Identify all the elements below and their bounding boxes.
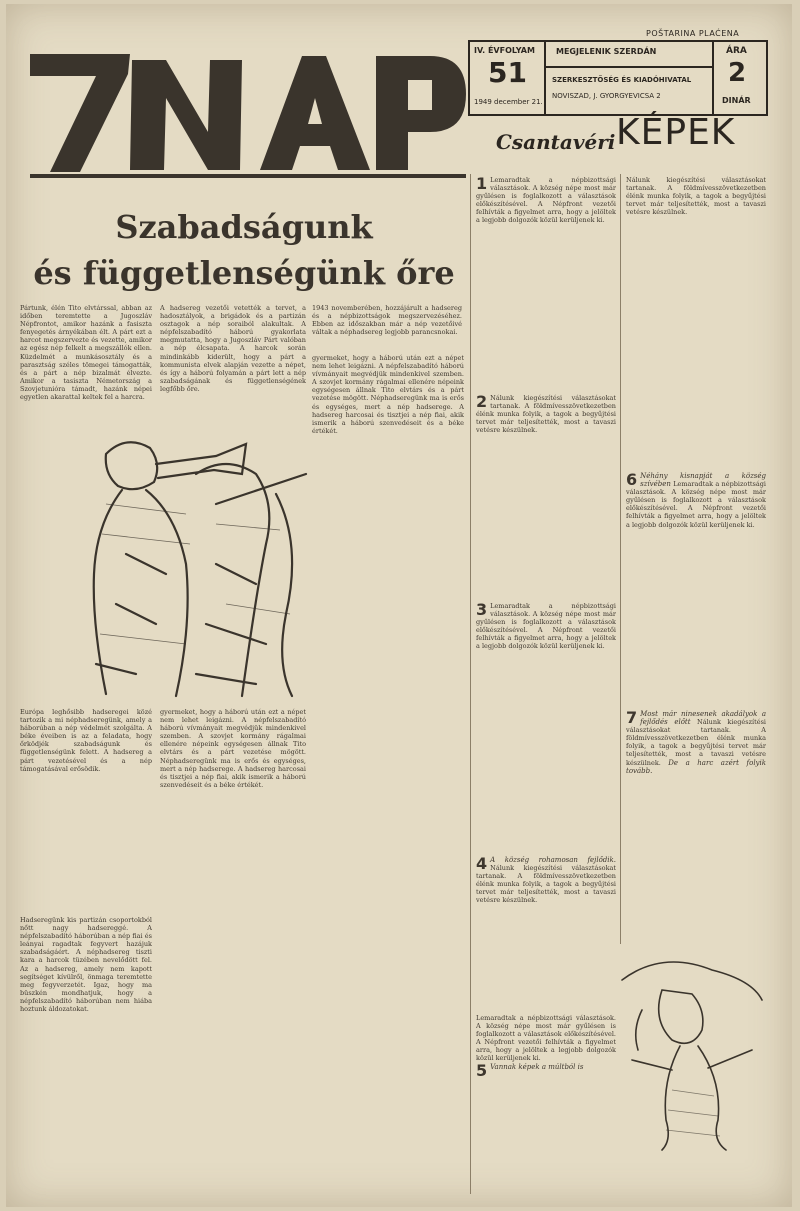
editorial-office: SZERKESZTŐSÉG ÉS KIADÓHIVATAL [552, 76, 692, 84]
section-header [478, 112, 768, 164]
body-center-column: gyermeket, hogy a háború után ezt a népet nem lehet leigázni. A népfelszabadító háború vívmányait megvédjük mindenkivel szemben. A szovjet kormány rágalmai ellenére népeink egységesen állnak Tito elvtárs és a párt vezetése mögött. Néphadseregünk ma is erős és egységes, mert a nép hadserege. A hadsereg harcosai és tisztjei a nép fiai, akik ismerik a háború szenvedéseit és a béke értékét. [312, 354, 464, 435]
note-7-title: Most már ninesenek akadályok a fejlődés előtt [640, 710, 766, 727]
newspaper-page [6, 4, 792, 1207]
woman-sketch-illustration [602, 950, 772, 1155]
note-3-body: Lemaradtak a népbizottsági választások. A község népe most már gyűlésen is foglalkozott a választások előkészítésével. A Népfront vezetői felhívták a figyelmet arra, hogy a jelöltek a legjobb dolgozók közül kerüljenek ki. [476, 602, 616, 651]
publication-day: MEGJELENIK SZERDÁN [556, 47, 657, 56]
postage-paid-label: POŠTARINA PLAĆENA [646, 29, 740, 38]
publisher-cell [546, 42, 714, 114]
note-6-title: Néhány kisnapját a község szívében [640, 472, 766, 489]
note-4-title: A község rohamosan fejlődik. [490, 856, 616, 864]
office-address: NOVISZAD, J. GYORGYEVICSA 2 [552, 92, 661, 100]
price-value: 2 [728, 58, 747, 88]
note-2-text [476, 394, 616, 594]
note-4-body: Nálunk kiegészítési választásokat tartanak. A földmívesszövetkezetben élénk munka folyik, a tagok a begyűjtési tervet már teljesítették, most a tavaszi vetésre készülnek. [476, 864, 616, 905]
issue-info-box [468, 40, 768, 116]
issue-date: 1949 december 21. [474, 98, 543, 106]
note-1-number: 1 [476, 176, 488, 193]
volume-label: IV. ÉVFOLYAM [474, 46, 535, 55]
note-6-body: Lemaradtak a népbizottsági választások. A község népe most már gyűlésen is foglalkozott a választások előkészítésével. A Népfront vezetői felhívták a figyelmet arra, hogy a jelöltek a legjobb dolgozók közül kerüljenek ki. [626, 480, 766, 529]
note-2-body: Nálunk kiegészítési választásokat tartanak. A földmívesszövetkezetben élénk munka folyik, a tagok a begyűjtési tervet már teljesítették, most a tavaszi vetésre készülnek. [476, 394, 616, 435]
lead-column-1: Pártunk, élén Tito elvtárssal, abban az időben teremtette a Jugoszláv Népfrontot, amikor hazánk a fasiszta fenyegetés árnyékában élt. A párt ezt a harcot megszervezte és vezette, amikor az egész nép felkelt a megszállók ellen. Küzdelmét a munkásosztály és a parasztság széles tömegei támogatták, és a párt a nép bizalmát élvezte. Amikor a tasiszta Németország a Szovjetunióra támadt, hazánk népei egyetlen akarattal keltek fel a harcra. [20, 304, 152, 402]
note-7-number: 7 [626, 710, 638, 727]
note-6-number: 6 [626, 472, 638, 489]
note-7-text [626, 710, 766, 940]
price-currency: DINÁR [722, 96, 751, 105]
body-middle-lower: gyermeket, hogy a háború után ezt a népet nem lehet leigázni. A népfelszabadító háború vívmányait megvédjük mindenkivel szemben. A szovjet kormány rágalmai ellenére népeink egységesen állnak Tito elvtárs és a párt vezetése mögött. Néphadseregünk ma is erős és egységes, mert a nép hadserege. A hadsereg harcosai és tisztjei a nép fiai, akik ismerik a háború szenvedéseit és a béke értékét. [160, 708, 306, 789]
note-4-text [476, 856, 616, 1006]
main-headline [20, 204, 468, 296]
logo-p [376, 56, 466, 170]
lead-column-2: A hadsereg vezetői vetették a tervet, a hadosztályok, a brigádok és a partizán osztagok a nép soraiból alakultak. A népfelszabadító háború gyakorlata megmutatta, hogy a Jugoszláv Párt valóban a nép élcsapata. A harcok során mindinkább kiderült, hogy a párt a kommunista elvek alapján vezette a népet, és így a háború folyamán a párt lett a nép szabadságának és függetlenségének legfőbb őre. [160, 304, 306, 393]
section-title: KÉPEK [616, 112, 736, 153]
lead-column-3: 1943 novemberében, hozzájárult a hadsereg és a népbizottságok megszervezéséhez. Ebben az időszakban már a nép vezetőivé váltak a néphadsereg legjobb parancsnokai. [312, 304, 462, 337]
note-4-number: 4 [476, 856, 488, 873]
masthead-logo [20, 42, 468, 182]
note-7-body: Nálunk kiegészítési választásokat tartanak. A földmívesszövetkezetben élénk munka folyik, a tagok a begyűjtési tervet már teljesítették, most a tavaszi vetésre készülnek. [626, 718, 766, 767]
headline-line-2: és függetlenségünk őre [33, 254, 455, 292]
body-left-upper: Európa leghősibb hadseregei közé tartozik a mi néphadseregünk, amely a háborúban a nép védelmét szolgálta. A béke éveiben is az a feladata, hogy őrködjék szabadságunk és függetlenségünk felett. A hadsereg a párt vezetésével és a nép támogatásával erősödik. [20, 708, 152, 773]
issue-number: 51 [488, 56, 527, 89]
note-1-body: Lemaradtak a népbizottsági választások. A község népe most már gyűlésen is foglalkozott a választások előkészítésével. A Népfront vezetői felhívták a figyelmet arra, hogy a jelöltek a legjobb dolgozók közül kerüljenek ki. [476, 176, 616, 225]
note-5-number: 5 [476, 1060, 488, 1080]
section-place: Csantavéri [496, 130, 616, 154]
far-right-upper: Nálunk kiegészítési választásokat tartanak. A földmívesszövetkezetben élénk munka folyik, a tagok a begyűjtési tervet már teljesítették, most a tavaszi vetésre készülnek. [626, 176, 766, 217]
logo-n [130, 60, 242, 170]
headline-line-1: Szabadságunk [115, 208, 373, 246]
price-cell [714, 42, 764, 114]
note-3-number: 3 [476, 602, 488, 619]
note-5-body: Lemaradtak a népbizottsági választások. A község népe most már gyűlésen is foglalkozott a választások előkészítésével. A Népfront vezetői felhívták a figyelmet arra, hogy a jelöltek a legjobb dolgozók közül kerüljenek ki. [476, 1014, 616, 1063]
volume-cell [470, 42, 546, 114]
logo-7 [30, 54, 130, 172]
note-2-number: 2 [476, 394, 488, 411]
note-5-title: Vannak képek a múltból is [490, 1062, 584, 1071]
price-label: ÁRA [726, 46, 747, 56]
note-7-closing: De a harc azért folyik tovább. [626, 758, 766, 775]
note-6-text [626, 472, 766, 702]
body-left-lower: Hadseregünk kis partizán csoportokból nőtt nagy hadsereggé. A népfelszabadító háborúban a nép fiai és leányai ragadtak fegyvert hazájuk szabadságáért. A néphadsereg tiszti kara a harcok tüzében nevelődött fel. Az a hadsereg, amely nem kapott segítséget kívülről, önmaga teremtette meg fegyverzetét. Igaz, hogy ma büszkén mondhatjuk, hogy a népfelszabadító háborúban nem hiába hoztunk áldozatokat. [20, 916, 152, 1014]
note-5-text [476, 1014, 616, 1194]
soldier-trumpet-illustration [66, 434, 316, 704]
note-3-text [476, 602, 616, 842]
note-1-text [476, 176, 616, 386]
